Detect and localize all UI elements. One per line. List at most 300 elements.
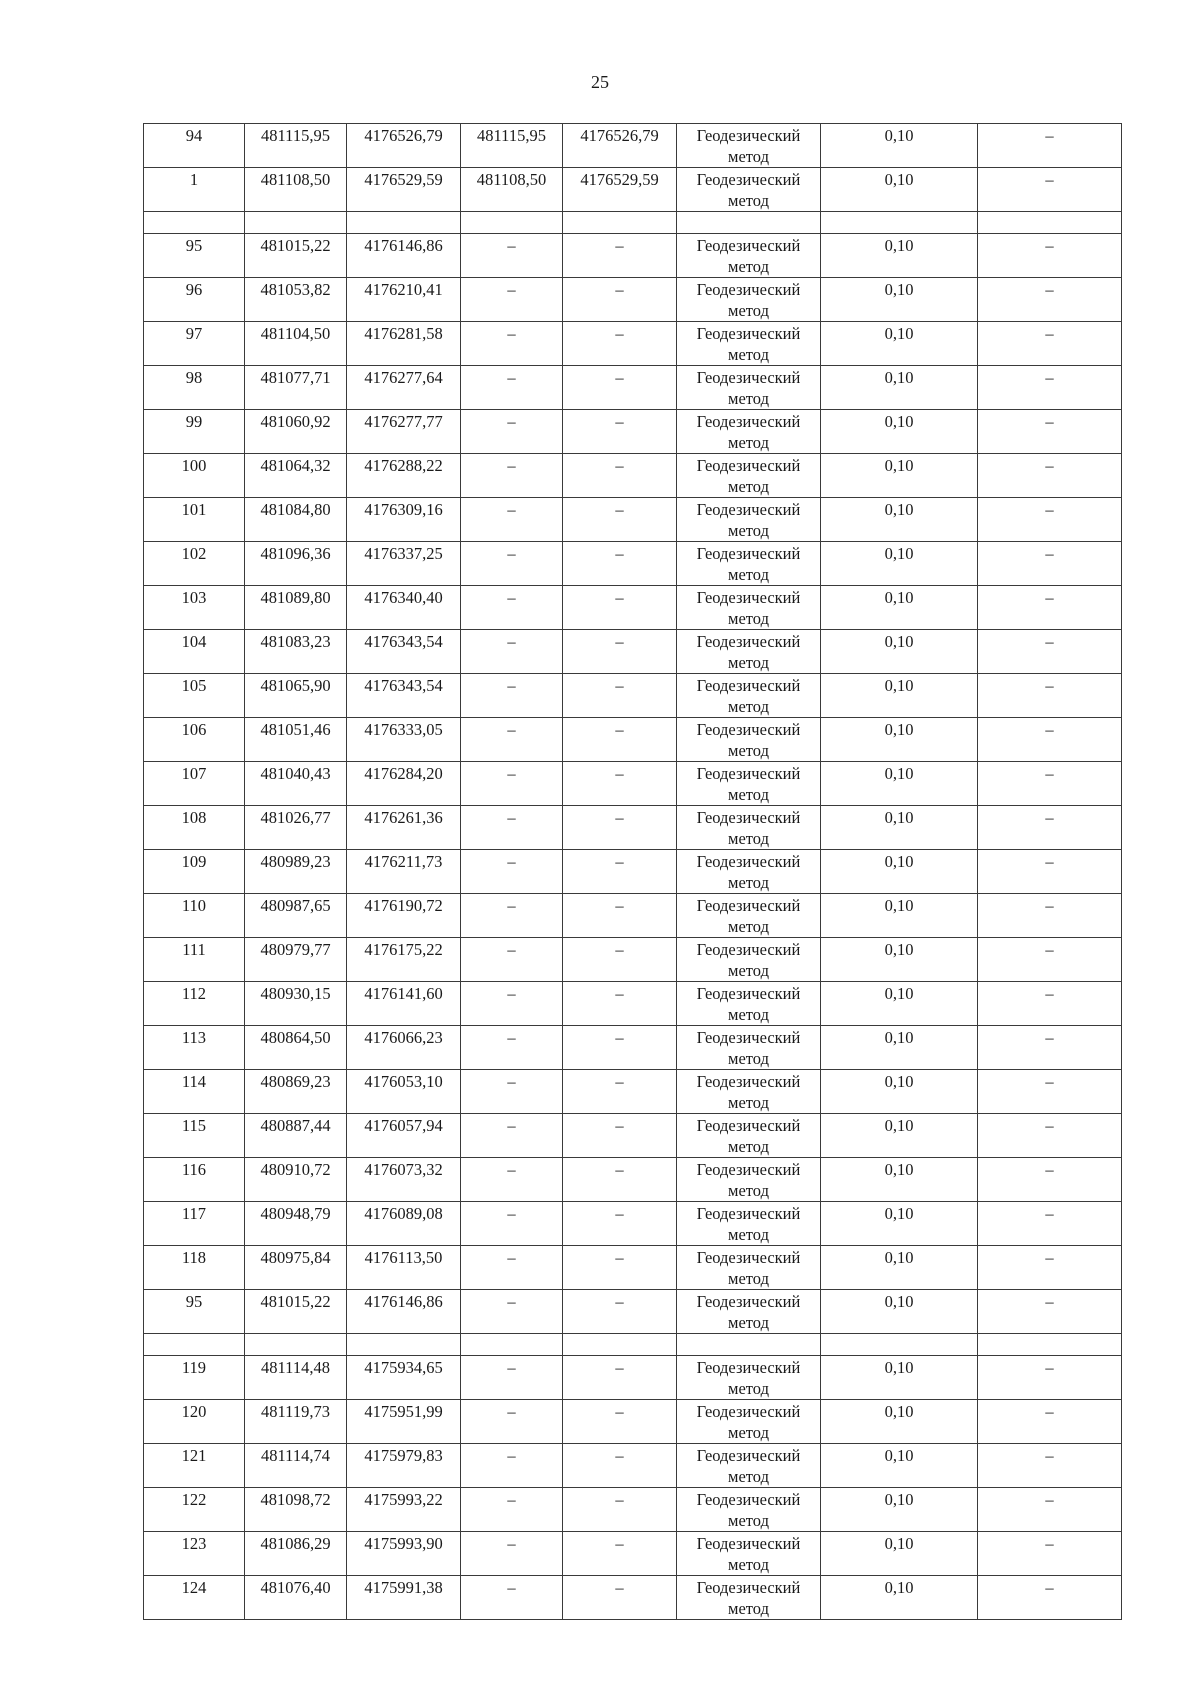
method-line-1: Геодезический xyxy=(696,412,801,431)
cell-y: 4176343,54 xyxy=(347,674,461,718)
cell-x: 481086,29 xyxy=(245,1532,347,1576)
cell-old-y: – xyxy=(563,938,677,982)
cell-old-x: – xyxy=(461,454,563,498)
cell-method xyxy=(677,454,821,498)
cell-description: – xyxy=(978,850,1122,894)
cell-y: 4176066,23 xyxy=(347,1026,461,1070)
cell-method xyxy=(677,1532,821,1576)
cell-description: – xyxy=(978,1488,1122,1532)
method-line-1: Геодезический xyxy=(696,1358,801,1377)
cell-old-y: – xyxy=(563,1488,677,1532)
cell-description: – xyxy=(978,1202,1122,1246)
cell-y: 4176261,36 xyxy=(347,806,461,850)
method-line-1: Геодезический xyxy=(696,1160,801,1179)
cell-old-y: – xyxy=(563,542,677,586)
table-row xyxy=(144,718,1122,762)
cell-old-y: – xyxy=(563,850,677,894)
cell-y: 4176146,86 xyxy=(347,234,461,278)
cell-y: 4176113,50 xyxy=(347,1246,461,1290)
cell-old-x: – xyxy=(461,410,563,454)
method-line-2: метод xyxy=(728,191,769,210)
cell-y: 4176284,20 xyxy=(347,762,461,806)
cell-method xyxy=(677,542,821,586)
cell-x: 480887,44 xyxy=(245,1114,347,1158)
table-row xyxy=(144,850,1122,894)
table-row xyxy=(144,498,1122,542)
cell-point-number: 109 xyxy=(144,850,245,894)
method-line-2: метод xyxy=(728,257,769,276)
cell-old-y: – xyxy=(563,498,677,542)
cell-description: – xyxy=(978,1400,1122,1444)
method-line-2: метод xyxy=(728,1225,769,1244)
cell-x: 480864,50 xyxy=(245,1026,347,1070)
method-line-2: метод xyxy=(728,741,769,760)
cell-point-number: 122 xyxy=(144,1488,245,1532)
method-line-2: метод xyxy=(728,521,769,540)
cell-old-x: – xyxy=(461,1026,563,1070)
cell-accuracy: 0,10 xyxy=(821,410,978,454)
cell-accuracy: 0,10 xyxy=(821,1488,978,1532)
cell-method xyxy=(677,234,821,278)
cell-method xyxy=(677,498,821,542)
cell-method xyxy=(677,1356,821,1400)
cell-description: – xyxy=(978,454,1122,498)
method-line-2: метод xyxy=(728,1555,769,1574)
cell-old-y: – xyxy=(563,1356,677,1400)
cell-x: 481015,22 xyxy=(245,1290,347,1334)
cell-y: 4176146,86 xyxy=(347,1290,461,1334)
cell-old-y: – xyxy=(563,322,677,366)
cell-accuracy: 0,10 xyxy=(821,366,978,410)
cell-y: 4176337,25 xyxy=(347,542,461,586)
page-number: 25 xyxy=(591,72,609,92)
cell-old-x: – xyxy=(461,322,563,366)
table-row xyxy=(144,1026,1122,1070)
cell-description: – xyxy=(978,1114,1122,1158)
method-line-1: Геодезический xyxy=(696,676,801,695)
cell-y: 4175951,99 xyxy=(347,1400,461,1444)
cell-old-x: – xyxy=(461,1070,563,1114)
cell-point-number: 123 xyxy=(144,1532,245,1576)
method-line-1: Геодезический xyxy=(696,1248,801,1267)
cell-old-x: – xyxy=(461,850,563,894)
cell-point-number: 121 xyxy=(144,1444,245,1488)
cell-accuracy: 0,10 xyxy=(821,1576,978,1620)
method-line-1: Геодезический xyxy=(696,1116,801,1135)
cell-point-number: 113 xyxy=(144,1026,245,1070)
cell-point-number: 115 xyxy=(144,1114,245,1158)
cell-method xyxy=(677,1576,821,1620)
cell-x: 481053,82 xyxy=(245,278,347,322)
method-line-2: метод xyxy=(728,873,769,892)
cell-y: 4176057,94 xyxy=(347,1114,461,1158)
cell-method xyxy=(677,322,821,366)
cell-method xyxy=(677,1070,821,1114)
cell-y: 4175979,83 xyxy=(347,1444,461,1488)
cell-point-number: 118 xyxy=(144,1246,245,1290)
cell-description: – xyxy=(978,762,1122,806)
cell-method xyxy=(677,586,821,630)
method-line-1: Геодезический xyxy=(696,280,801,299)
empty-cell xyxy=(245,1334,347,1356)
cell-accuracy: 0,10 xyxy=(821,1202,978,1246)
empty-cell xyxy=(677,212,821,234)
cell-method xyxy=(677,1246,821,1290)
method-line-2: метод xyxy=(728,565,769,584)
method-line-1: Геодезический xyxy=(696,1204,801,1223)
empty-cell xyxy=(563,212,677,234)
cell-old-y: 4176529,59 xyxy=(563,168,677,212)
cell-old-y: – xyxy=(563,454,677,498)
cell-accuracy: 0,10 xyxy=(821,982,978,1026)
cell-description: – xyxy=(978,278,1122,322)
cell-method xyxy=(677,1444,821,1488)
table-row xyxy=(144,1444,1122,1488)
empty-cell xyxy=(821,212,978,234)
table-row xyxy=(144,1400,1122,1444)
table-row xyxy=(144,630,1122,674)
method-line-2: метод xyxy=(728,1049,769,1068)
method-line-2: метод xyxy=(728,1423,769,1442)
cell-old-y: – xyxy=(563,234,677,278)
cell-accuracy: 0,10 xyxy=(821,542,978,586)
method-line-1: Геодезический xyxy=(696,1402,801,1421)
cell-old-x: – xyxy=(461,1158,563,1202)
separator-row xyxy=(144,212,1122,234)
cell-old-x: – xyxy=(461,366,563,410)
cell-y: 4176333,05 xyxy=(347,718,461,762)
cell-method xyxy=(677,410,821,454)
cell-old-x: – xyxy=(461,1246,563,1290)
cell-old-x: – xyxy=(461,982,563,1026)
method-line-2: метод xyxy=(728,1511,769,1530)
cell-description: – xyxy=(978,1026,1122,1070)
method-line-1: Геодезический xyxy=(696,632,801,651)
method-line-1: Геодезический xyxy=(696,1534,801,1553)
separator-row xyxy=(144,1334,1122,1356)
cell-x: 481098,72 xyxy=(245,1488,347,1532)
cell-old-x: – xyxy=(461,630,563,674)
cell-accuracy: 0,10 xyxy=(821,1158,978,1202)
coordinates-table xyxy=(143,123,1122,1620)
table-row xyxy=(144,366,1122,410)
empty-cell xyxy=(144,212,245,234)
cell-description: – xyxy=(978,1444,1122,1488)
cell-x: 481114,48 xyxy=(245,1356,347,1400)
cell-method xyxy=(677,1290,821,1334)
cell-old-y: – xyxy=(563,1532,677,1576)
cell-x: 480989,23 xyxy=(245,850,347,894)
cell-point-number: 99 xyxy=(144,410,245,454)
cell-x: 481084,80 xyxy=(245,498,347,542)
cell-old-x: – xyxy=(461,586,563,630)
cell-x: 480948,79 xyxy=(245,1202,347,1246)
table-row xyxy=(144,322,1122,366)
empty-cell xyxy=(461,1334,563,1356)
cell-accuracy: 0,10 xyxy=(821,1246,978,1290)
method-line-2: метод xyxy=(728,1181,769,1200)
table-row xyxy=(144,1070,1122,1114)
cell-old-x: – xyxy=(461,498,563,542)
cell-description: – xyxy=(978,1246,1122,1290)
cell-point-number: 112 xyxy=(144,982,245,1026)
cell-method xyxy=(677,124,821,168)
cell-old-x: – xyxy=(461,278,563,322)
cell-x: 481076,40 xyxy=(245,1576,347,1620)
method-line-1: Геодезический xyxy=(696,500,801,519)
method-line-2: метод xyxy=(728,961,769,980)
cell-accuracy: 0,10 xyxy=(821,1070,978,1114)
cell-x: 480975,84 xyxy=(245,1246,347,1290)
cell-old-y: – xyxy=(563,1400,677,1444)
cell-x: 481077,71 xyxy=(245,366,347,410)
method-line-2: метод xyxy=(728,609,769,628)
empty-cell xyxy=(461,212,563,234)
cell-y: 4176141,60 xyxy=(347,982,461,1026)
empty-cell xyxy=(245,212,347,234)
cell-old-x: – xyxy=(461,1444,563,1488)
cell-old-x: – xyxy=(461,1532,563,1576)
cell-description: – xyxy=(978,1532,1122,1576)
cell-point-number: 98 xyxy=(144,366,245,410)
cell-old-x: – xyxy=(461,938,563,982)
cell-old-y: – xyxy=(563,894,677,938)
empty-cell xyxy=(677,1334,821,1356)
cell-accuracy: 0,10 xyxy=(821,1400,978,1444)
method-line-1: Геодезический xyxy=(696,368,801,387)
cell-y: 4176211,73 xyxy=(347,850,461,894)
method-line-1: Геодезический xyxy=(696,1292,801,1311)
cell-old-y: – xyxy=(563,1114,677,1158)
cell-old-y: – xyxy=(563,674,677,718)
method-line-1: Геодезический xyxy=(696,126,801,145)
cell-old-y: – xyxy=(563,366,677,410)
cell-description: – xyxy=(978,1576,1122,1620)
cell-method xyxy=(677,1488,821,1532)
cell-description: – xyxy=(978,498,1122,542)
cell-old-x: – xyxy=(461,674,563,718)
cell-y: 4175993,22 xyxy=(347,1488,461,1532)
cell-accuracy: 0,10 xyxy=(821,1356,978,1400)
table-row xyxy=(144,586,1122,630)
method-line-1: Геодезический xyxy=(696,1490,801,1509)
cell-method xyxy=(677,278,821,322)
method-line-2: метод xyxy=(728,1599,769,1618)
method-line-2: метод xyxy=(728,917,769,936)
cell-method xyxy=(677,1400,821,1444)
table-row xyxy=(144,1356,1122,1400)
cell-old-y: – xyxy=(563,1290,677,1334)
cell-accuracy: 0,10 xyxy=(821,322,978,366)
cell-point-number: 114 xyxy=(144,1070,245,1114)
cell-description: – xyxy=(978,410,1122,454)
cell-old-y: – xyxy=(563,1026,677,1070)
method-line-1: Геодезический xyxy=(696,1446,801,1465)
cell-method xyxy=(677,894,821,938)
cell-accuracy: 0,10 xyxy=(821,234,978,278)
cell-point-number: 111 xyxy=(144,938,245,982)
cell-method xyxy=(677,938,821,982)
cell-description: – xyxy=(978,366,1122,410)
cell-method xyxy=(677,982,821,1026)
cell-point-number: 95 xyxy=(144,234,245,278)
cell-old-x: – xyxy=(461,1488,563,1532)
cell-old-x: 481115,95 xyxy=(461,124,563,168)
cell-old-x: – xyxy=(461,762,563,806)
cell-method xyxy=(677,806,821,850)
cell-y: 4176526,79 xyxy=(347,124,461,168)
table-row xyxy=(144,1114,1122,1158)
cell-description: – xyxy=(978,718,1122,762)
cell-old-y: – xyxy=(563,1246,677,1290)
cell-old-y: – xyxy=(563,278,677,322)
cell-description: – xyxy=(978,1070,1122,1114)
method-line-2: метод xyxy=(728,389,769,408)
cell-point-number: 95 xyxy=(144,1290,245,1334)
cell-old-x: – xyxy=(461,542,563,586)
method-line-1: Геодезический xyxy=(696,1072,801,1091)
table-row xyxy=(144,124,1122,168)
cell-point-number: 102 xyxy=(144,542,245,586)
cell-y: 4176281,58 xyxy=(347,322,461,366)
method-line-1: Геодезический xyxy=(696,1578,801,1597)
method-line-2: метод xyxy=(728,785,769,804)
method-line-1: Геодезический xyxy=(696,984,801,1003)
cell-description: – xyxy=(978,938,1122,982)
cell-accuracy: 0,10 xyxy=(821,1026,978,1070)
table-row xyxy=(144,542,1122,586)
cell-x: 481108,50 xyxy=(245,168,347,212)
method-line-1: Геодезический xyxy=(696,808,801,827)
cell-x: 481083,23 xyxy=(245,630,347,674)
cell-accuracy: 0,10 xyxy=(821,278,978,322)
method-line-2: метод xyxy=(728,1269,769,1288)
method-line-2: метод xyxy=(728,477,769,496)
table-row xyxy=(144,1290,1122,1334)
cell-old-x: – xyxy=(461,1576,563,1620)
cell-point-number: 101 xyxy=(144,498,245,542)
cell-accuracy: 0,10 xyxy=(821,1532,978,1576)
table-row xyxy=(144,168,1122,212)
method-line-1: Геодезический xyxy=(696,324,801,343)
table-row xyxy=(144,454,1122,498)
method-line-2: метод xyxy=(728,1137,769,1156)
cell-x: 481119,73 xyxy=(245,1400,347,1444)
method-line-1: Геодезический xyxy=(696,544,801,563)
cell-point-number: 106 xyxy=(144,718,245,762)
cell-y: 4176277,64 xyxy=(347,366,461,410)
cell-point-number: 104 xyxy=(144,630,245,674)
cell-x: 480869,23 xyxy=(245,1070,347,1114)
table-row xyxy=(144,234,1122,278)
cell-description: – xyxy=(978,322,1122,366)
cell-y: 4176277,77 xyxy=(347,410,461,454)
cell-method xyxy=(677,630,821,674)
cell-y: 4176073,32 xyxy=(347,1158,461,1202)
table-row xyxy=(144,982,1122,1026)
cell-old-y: – xyxy=(563,982,677,1026)
cell-x: 480987,65 xyxy=(245,894,347,938)
cell-x: 481089,80 xyxy=(245,586,347,630)
cell-x: 480979,77 xyxy=(245,938,347,982)
cell-accuracy: 0,10 xyxy=(821,718,978,762)
cell-method xyxy=(677,168,821,212)
method-line-2: метод xyxy=(728,653,769,672)
method-line-1: Геодезический xyxy=(696,170,801,189)
method-line-1: Геодезический xyxy=(696,720,801,739)
cell-method xyxy=(677,366,821,410)
cell-accuracy: 0,10 xyxy=(821,674,978,718)
cell-old-x: – xyxy=(461,1400,563,1444)
empty-cell xyxy=(563,1334,677,1356)
method-line-2: метод xyxy=(728,1313,769,1332)
cell-point-number: 100 xyxy=(144,454,245,498)
cell-x: 480930,15 xyxy=(245,982,347,1026)
cell-old-y: – xyxy=(563,718,677,762)
cell-description: – xyxy=(978,1158,1122,1202)
cell-old-y: – xyxy=(563,410,677,454)
cell-old-x: – xyxy=(461,1114,563,1158)
cell-method xyxy=(677,1202,821,1246)
cell-point-number: 116 xyxy=(144,1158,245,1202)
empty-cell xyxy=(347,212,461,234)
method-line-2: метод xyxy=(728,1467,769,1486)
cell-old-y: – xyxy=(563,1444,677,1488)
cell-x: 481115,95 xyxy=(245,124,347,168)
cell-accuracy: 0,10 xyxy=(821,1290,978,1334)
cell-old-x: – xyxy=(461,234,563,278)
cell-method xyxy=(677,762,821,806)
method-line-2: метод xyxy=(728,147,769,166)
cell-accuracy: 0,10 xyxy=(821,168,978,212)
cell-x: 481065,90 xyxy=(245,674,347,718)
cell-y: 4176343,54 xyxy=(347,630,461,674)
cell-old-x: 481108,50 xyxy=(461,168,563,212)
cell-y: 4176288,22 xyxy=(347,454,461,498)
table-row xyxy=(144,410,1122,454)
cell-point-number: 96 xyxy=(144,278,245,322)
method-line-1: Геодезический xyxy=(696,1028,801,1047)
empty-cell xyxy=(978,212,1122,234)
table-row xyxy=(144,894,1122,938)
method-line-1: Геодезический xyxy=(696,588,801,607)
method-line-2: метод xyxy=(728,433,769,452)
cell-description: – xyxy=(978,894,1122,938)
cell-y: 4176340,40 xyxy=(347,586,461,630)
cell-y: 4176210,41 xyxy=(347,278,461,322)
cell-method xyxy=(677,1114,821,1158)
cell-x: 480910,72 xyxy=(245,1158,347,1202)
cell-accuracy: 0,10 xyxy=(821,894,978,938)
cell-description: – xyxy=(978,1356,1122,1400)
method-line-1: Геодезический xyxy=(696,852,801,871)
table-row xyxy=(144,674,1122,718)
cell-point-number: 97 xyxy=(144,322,245,366)
method-line-2: метод xyxy=(728,1093,769,1112)
cell-point-number: 124 xyxy=(144,1576,245,1620)
cell-y: 4176309,16 xyxy=(347,498,461,542)
cell-method xyxy=(677,1026,821,1070)
cell-old-y: – xyxy=(563,1202,677,1246)
cell-y: 4175993,90 xyxy=(347,1532,461,1576)
cell-x: 481026,77 xyxy=(245,806,347,850)
cell-old-x: – xyxy=(461,894,563,938)
cell-description: – xyxy=(978,674,1122,718)
cell-y: 4176089,08 xyxy=(347,1202,461,1246)
cell-description: – xyxy=(978,1290,1122,1334)
method-line-2: метод xyxy=(728,1379,769,1398)
cell-y: 4176529,59 xyxy=(347,168,461,212)
